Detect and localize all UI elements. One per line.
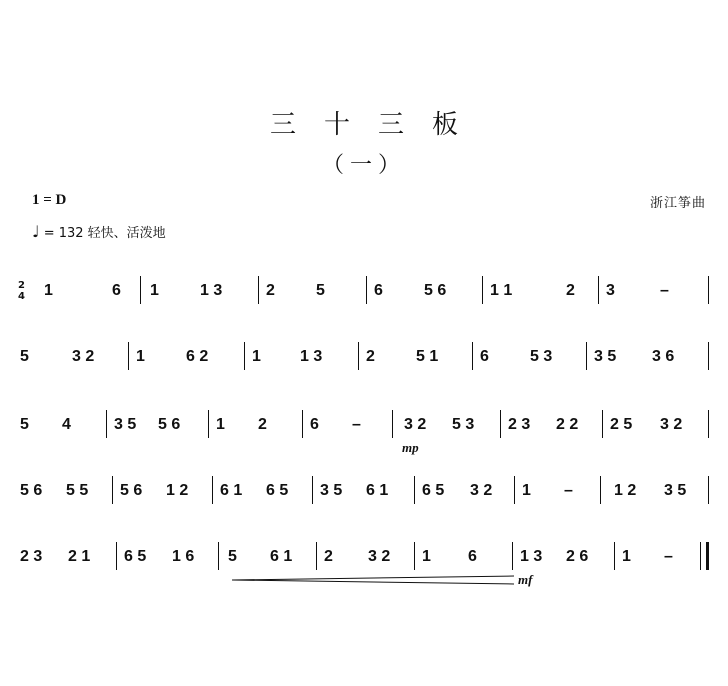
barline: [258, 276, 259, 304]
note-group: 3: [606, 282, 615, 299]
note-group: 5 6: [20, 482, 43, 499]
barline: [514, 476, 515, 504]
note-group: 6: [310, 416, 319, 433]
note-group: 1: [44, 282, 53, 299]
note-group: 2: [258, 416, 267, 433]
key-signature: 1 = D: [32, 192, 67, 208]
note-group: 3 6: [652, 348, 675, 365]
note-group: 1 3: [200, 282, 223, 299]
note-group: 5: [20, 416, 29, 433]
barline: [512, 542, 513, 570]
note-group: 2 1: [68, 548, 91, 565]
page-title: 三十三板: [269, 110, 486, 140]
barline: [708, 342, 709, 370]
barline: [708, 410, 709, 438]
note-group: 6: [112, 282, 121, 299]
barline: [244, 342, 245, 370]
note-group: 1: [136, 348, 145, 365]
barline: [598, 276, 599, 304]
barline: [358, 342, 359, 370]
note-group: 3 2: [368, 548, 391, 565]
dynamic-mf: mf: [518, 572, 533, 587]
note-group: –: [352, 416, 361, 433]
note-group: 2: [366, 348, 375, 365]
note-group: 2 6: [566, 548, 589, 565]
note-group: –: [664, 548, 673, 565]
note-group: 6: [468, 548, 477, 565]
note-group: 1: [216, 416, 225, 433]
note-group: 5 6: [120, 482, 143, 499]
barline: [482, 276, 483, 304]
note-group: 3 2: [72, 348, 95, 365]
staff-system-4: [0, 462, 728, 512]
note-group: 6 5: [422, 482, 445, 499]
crescendo-hairpin: [232, 575, 514, 585]
barline: [302, 410, 303, 438]
note-group: 6 1: [220, 482, 243, 499]
barline: [316, 542, 317, 570]
barline: [472, 342, 473, 370]
note-group: 3 2: [470, 482, 493, 499]
staff-system-3: [0, 396, 728, 446]
note-group: 1 6: [172, 548, 195, 565]
barline: [140, 276, 141, 304]
barline: [414, 542, 415, 570]
note-group: 1 1: [490, 282, 513, 299]
barline: [708, 276, 709, 304]
composer-label: 浙江筝曲: [649, 196, 706, 211]
time-signature: 2 4: [18, 280, 25, 302]
barline: [366, 276, 367, 304]
note-group: 2 5: [610, 416, 633, 433]
note-group: 1: [150, 282, 159, 299]
barline: [708, 476, 709, 504]
note-group: 5 3: [530, 348, 553, 365]
barline: [700, 542, 701, 570]
page-subtitle: （一）: [321, 153, 406, 178]
note-group: 1: [252, 348, 261, 365]
note-group: 3 2: [404, 416, 427, 433]
note-group: 5 5: [66, 482, 89, 499]
note-group: 1 2: [614, 482, 637, 499]
dynamic-mp: mp: [402, 440, 419, 455]
note-group: 1 3: [300, 348, 323, 365]
note-group: 1: [422, 548, 431, 565]
note-group: 3 5: [664, 482, 687, 499]
barline: [312, 476, 313, 504]
note-group: 5: [20, 348, 29, 365]
barline: [106, 410, 107, 438]
staff-system-2: [0, 328, 728, 378]
note-group: 6: [374, 282, 383, 299]
note-group: 2 3: [508, 416, 531, 433]
tempo-text: = 132 轻快、活泼地: [43, 226, 166, 241]
note-group: 2: [266, 282, 275, 299]
note-group: 2: [324, 548, 333, 565]
quarter-note-icon: ♩: [32, 222, 40, 241]
note-group: 6: [480, 348, 489, 365]
note-group: 3 2: [660, 416, 683, 433]
note-group: 5 1: [416, 348, 439, 365]
staff-system-5: [0, 528, 728, 578]
note-group: 2: [566, 282, 575, 299]
barline: [500, 410, 501, 438]
note-group: 3 5: [114, 416, 137, 433]
note-group: 6 2: [186, 348, 209, 365]
barline: [586, 342, 587, 370]
note-group: 1 3: [520, 548, 543, 565]
note-group: 6 1: [270, 548, 293, 565]
note-group: 3 5: [594, 348, 617, 365]
note-group: 5 6: [158, 416, 181, 433]
barline: [128, 342, 129, 370]
note-group: 6 5: [266, 482, 289, 499]
barline: [614, 542, 615, 570]
barline: [414, 476, 415, 504]
note-group: 5: [228, 548, 237, 565]
note-group: 6 5: [124, 548, 147, 565]
note-group: –: [564, 482, 573, 499]
barline: [112, 476, 113, 504]
note-group: 5: [316, 282, 325, 299]
barline: [208, 410, 209, 438]
note-group: 1 2: [166, 482, 189, 499]
note-group: 6 1: [366, 482, 389, 499]
staff-system-1: [0, 262, 728, 312]
final-barline: [706, 542, 709, 570]
note-group: 4: [62, 416, 71, 433]
barline: [212, 476, 213, 504]
note-group: 2 3: [20, 548, 43, 565]
barline: [116, 542, 117, 570]
barline: [392, 410, 393, 438]
note-group: 2 2: [556, 416, 579, 433]
note-group: 1: [522, 482, 531, 499]
tempo-marking: [32, 222, 166, 241]
note-group: 5 3: [452, 416, 475, 433]
note-group: 3 5: [320, 482, 343, 499]
note-group: 1: [622, 548, 631, 565]
barline: [218, 542, 219, 570]
note-group: 5 6: [424, 282, 447, 299]
barline: [600, 476, 601, 504]
note-group: –: [660, 282, 669, 299]
barline: [602, 410, 603, 438]
